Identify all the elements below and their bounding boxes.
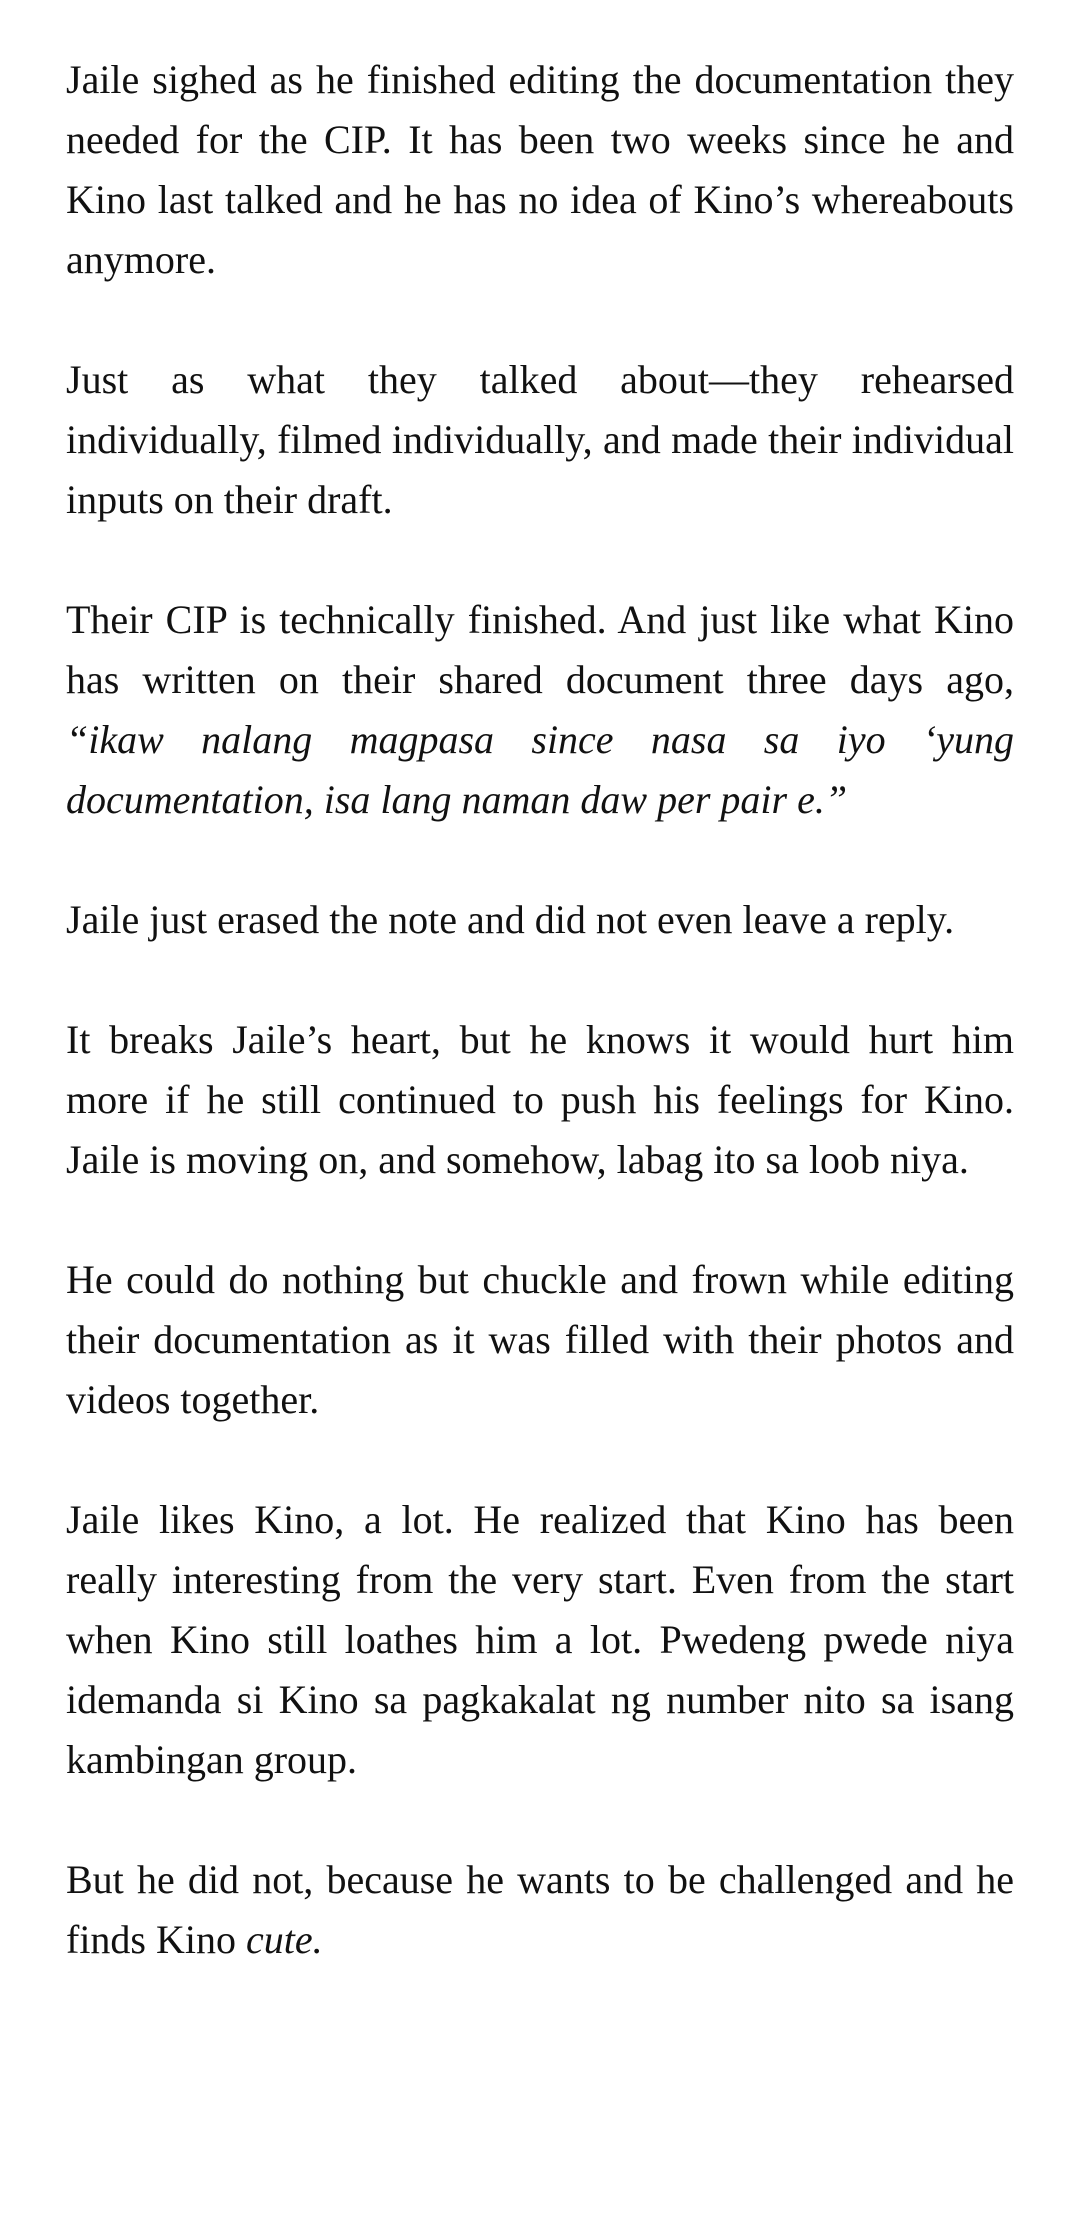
paragraph-1: Jaile sighed as he finished editing the documentation they needed for the CIP. It has been two weeks since he and Kino last talked and he has no idea of Kino’s whereabouts anymore. bbox=[66, 57, 1014, 282]
paragraph-4: Jaile just erased the note and did not even leave a reply. bbox=[66, 897, 955, 942]
paragraph-8 bbox=[66, 1850, 1014, 1970]
paragraph-8-text: But he did not, because he wants to be challenged and he finds Kino bbox=[66, 1857, 1014, 1962]
paragraph-3-quote: “ikaw nalang magpasa since nasa sa iyo ‘yung documentation, isa lang naman daw per pair e.” bbox=[66, 717, 1014, 822]
paragraph-7: Jaile likes Kino, a lot. He realized that Kino has been really interesting from the very start. Even from the start when Kino still loathes him a lot. Pwedeng pwede niya idemanda si Kino sa pagkakalat ng number nito sa isang kambingan group. bbox=[66, 1497, 1014, 1782]
paragraph-5: It breaks Jaile’s heart, but he knows it would hurt him more if he still continued to push his feelings for Kino. Jaile is moving on, and somehow, labag ito sa loob niya. bbox=[66, 1017, 1014, 1182]
paragraph-6: He could do nothing but chuckle and frown while editing their documentation as it was filled with their photos and videos together. bbox=[66, 1257, 1014, 1422]
paragraph-3 bbox=[66, 590, 1014, 830]
paragraph-2: Just as what they talked about—they rehearsed individually, filmed individually, and made their individual inputs on their draft. bbox=[66, 357, 1014, 522]
paragraph-3-text: Their CIP is technically finished. And just like what Kino has written on their shared document three days ago, bbox=[66, 597, 1014, 702]
paragraph-8-emphasis: cute. bbox=[246, 1917, 323, 1962]
